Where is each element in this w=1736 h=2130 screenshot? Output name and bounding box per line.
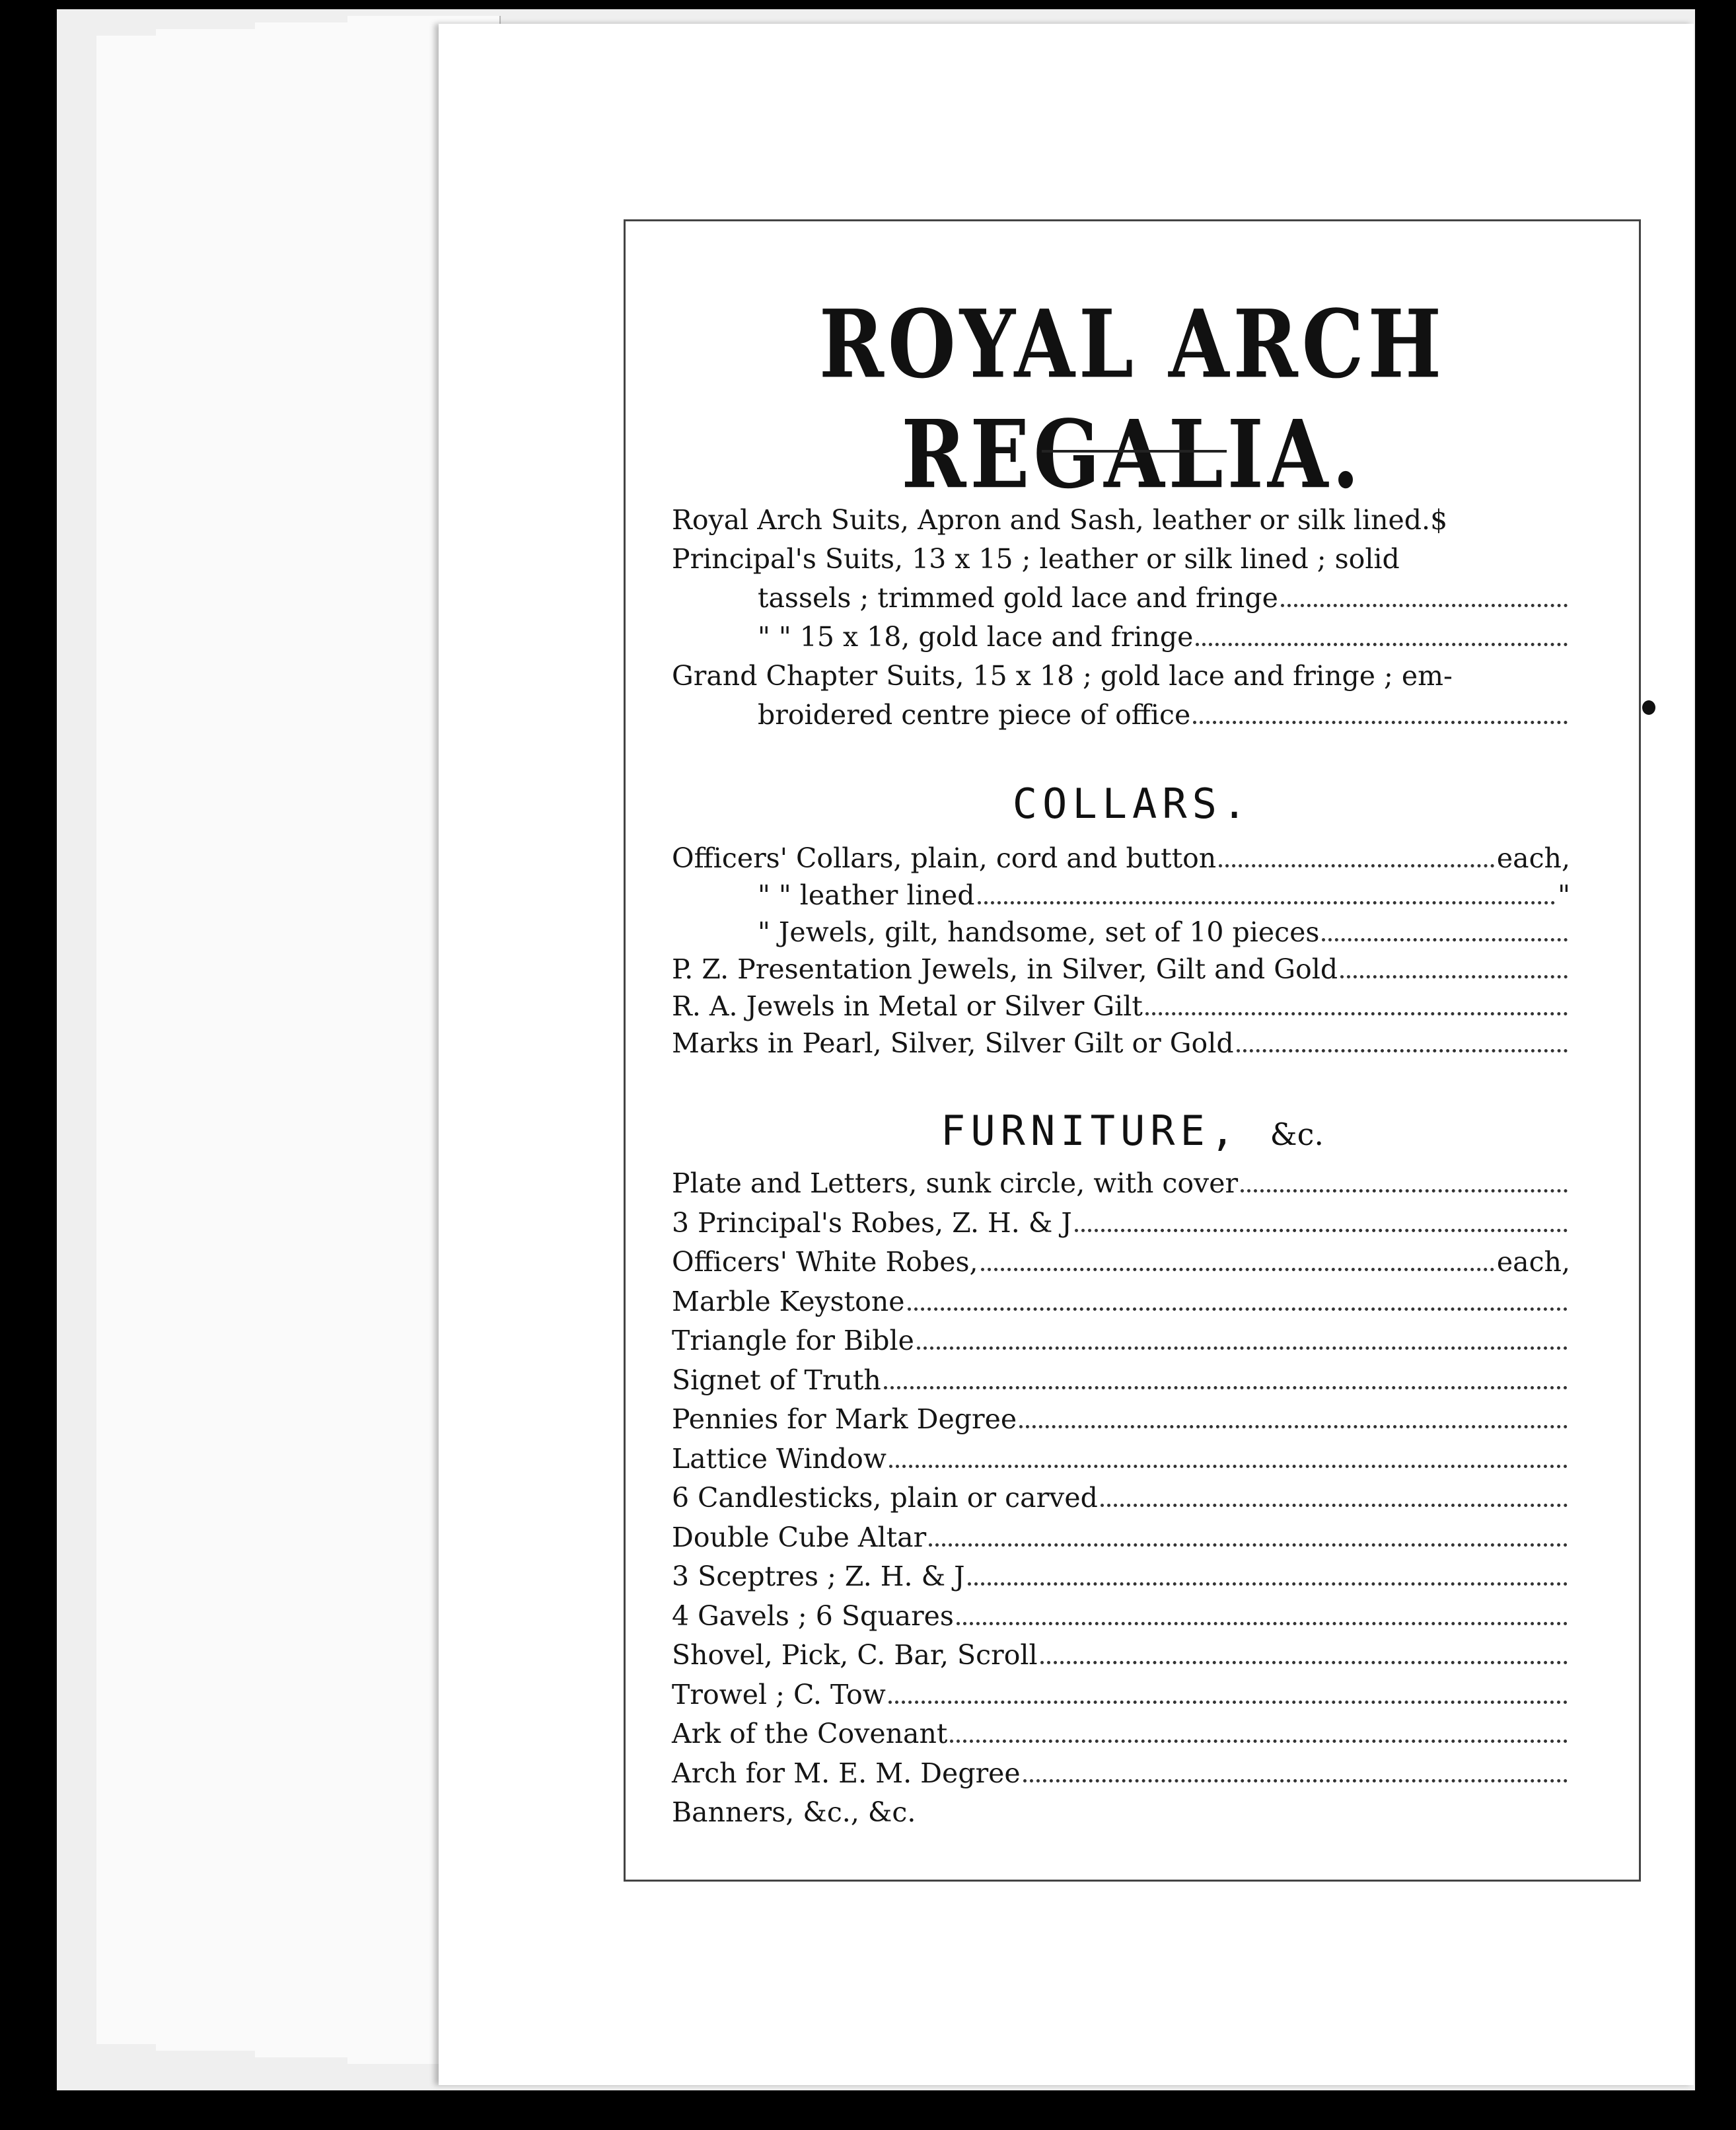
list-item [672,1246,1570,1286]
item-text: " " 15 x 18, gold lace and fringe [758,621,1194,653]
dot-leader [917,1331,1568,1350]
item-text: Shovel, Pick, C. Bar, Scroll [672,1639,1038,1671]
dot-leader [950,1724,1568,1743]
item-text: Arch for M. E. M. Degree [672,1757,1021,1789]
item-text: Lattice Window [672,1442,886,1475]
list-item [672,1443,1570,1483]
dot-leader [1237,1033,1568,1052]
item-suffix: $ [1430,504,1448,536]
dot-leader [884,1370,1568,1389]
item-text: P. Z. Presentation Jewels, in Silver, Gilt and Gold [672,953,1338,985]
list-item [672,953,1570,993]
item-text: tassels ; trimmed gold lace and fringe [758,582,1278,614]
item-text: " " leather lined [758,879,975,911]
dot-leader [888,1685,1568,1704]
item-text: Trowel ; C. Tow [672,1678,886,1710]
list-item [672,1718,1570,1757]
dot-leader [889,1449,1568,1468]
dot-leader [1340,959,1568,978]
list-item [758,699,1570,739]
list-item [758,916,1570,956]
list-item [758,879,1570,919]
item-suffix: " [1558,879,1570,911]
item-text: Marble Keystone [672,1285,905,1317]
item-suffix: each, [1496,1246,1570,1278]
dot-leader [1023,1763,1568,1782]
list-item [672,660,1570,700]
item-text: Royal Arch Suits, Apron and Sash, leather or silk lined. [672,504,1431,536]
item-text: 3 Principal's Robes, Z. H. & J [672,1206,1072,1239]
list-item [672,1286,1570,1325]
list-item [758,582,1570,622]
list-item [672,543,1570,583]
item-text: " Jewels, gilt, handsome, set of 10 pieces [758,916,1320,948]
page-title: ROYAL ARCH REGALIA. [818,289,1446,509]
list-item [672,1600,1570,1640]
list-item [672,1027,1570,1067]
dot-leader [1241,1173,1568,1193]
item-text: Officers' White Robes, [672,1246,978,1278]
list-item [672,1522,1570,1561]
item-text: broidered centre piece of office [758,699,1191,731]
item-text: R. A. Jewels in Metal or Silver Gilt [672,990,1143,1022]
furniture-heading-text: FURNITURE, [941,1107,1241,1155]
list-item [672,1207,1570,1247]
item-text: Ark of the Covenant [672,1718,948,1749]
item-text: Officers' Collars, plain, cord and button [672,842,1217,874]
dot-leader [1075,1213,1568,1232]
title-rule [1042,450,1227,453]
item-text: Principal's Suits, 13 x 15 ; leather or silk lined ; solid [672,543,1400,575]
item-text: Pennies for Mark Degree [672,1403,1017,1435]
catalogue-page [439,24,1694,2085]
furniture-heading [626,1107,1639,1155]
item-text: 4 Gavels ; 6 Squares [672,1599,954,1632]
list-item [672,1757,1570,1797]
list-item [758,621,1570,661]
list-item [672,1325,1570,1364]
dot-leader [1019,1409,1568,1428]
item-text: 6 Candlesticks, plain or carved [672,1482,1098,1514]
collars-heading-text: COLLARS. [1012,780,1252,828]
list-item [672,1639,1570,1679]
item-text: Banners, &c., &c. [672,1796,916,1828]
item-text: Marks in Pearl, Silver, Silver Gilt or Gold [672,1027,1234,1059]
item-text: Plate and Letters, sunk circle, with cover [672,1167,1239,1199]
list-item [672,1364,1570,1404]
ink-blot [1642,700,1655,715]
collars-heading [626,780,1639,828]
list-item [672,1403,1570,1443]
dot-leader [1193,705,1568,724]
page-border-frame [624,219,1641,1882]
list-item [672,1561,1570,1600]
list-item [672,504,1570,544]
dot-leader [1101,1488,1568,1507]
dot-leader [929,1527,1568,1547]
list-item [672,1796,1570,1836]
dot-leader [1219,848,1494,867]
list-item [672,1167,1570,1207]
furniture-heading-tail: &c. [1270,1117,1324,1152]
list-item [672,842,1570,882]
list-item [672,1679,1570,1718]
dot-leader [1040,1645,1568,1664]
dot-leader [1196,627,1568,646]
dot-leader [978,885,1556,904]
item-text: Signet of Truth [672,1364,881,1396]
dot-leader [1145,996,1568,1015]
dot-leader [957,1606,1568,1625]
dot-leader [1322,922,1568,941]
dot-leader [1281,588,1568,607]
item-text: 3 Sceptres ; Z. H. & J [672,1561,965,1592]
item-text: Triangle for Bible [672,1325,914,1356]
dot-leader [968,1566,1568,1586]
list-item [672,990,1570,1030]
item-text: Double Cube Altar [672,1521,927,1553]
item-suffix: each, [1496,842,1570,874]
item-text: Grand Chapter Suits, 15 x 18 ; gold lace and fringe ; em- [672,660,1453,692]
dot-leader [908,1292,1568,1311]
list-item [672,1482,1570,1522]
dot-leader [981,1252,1494,1271]
